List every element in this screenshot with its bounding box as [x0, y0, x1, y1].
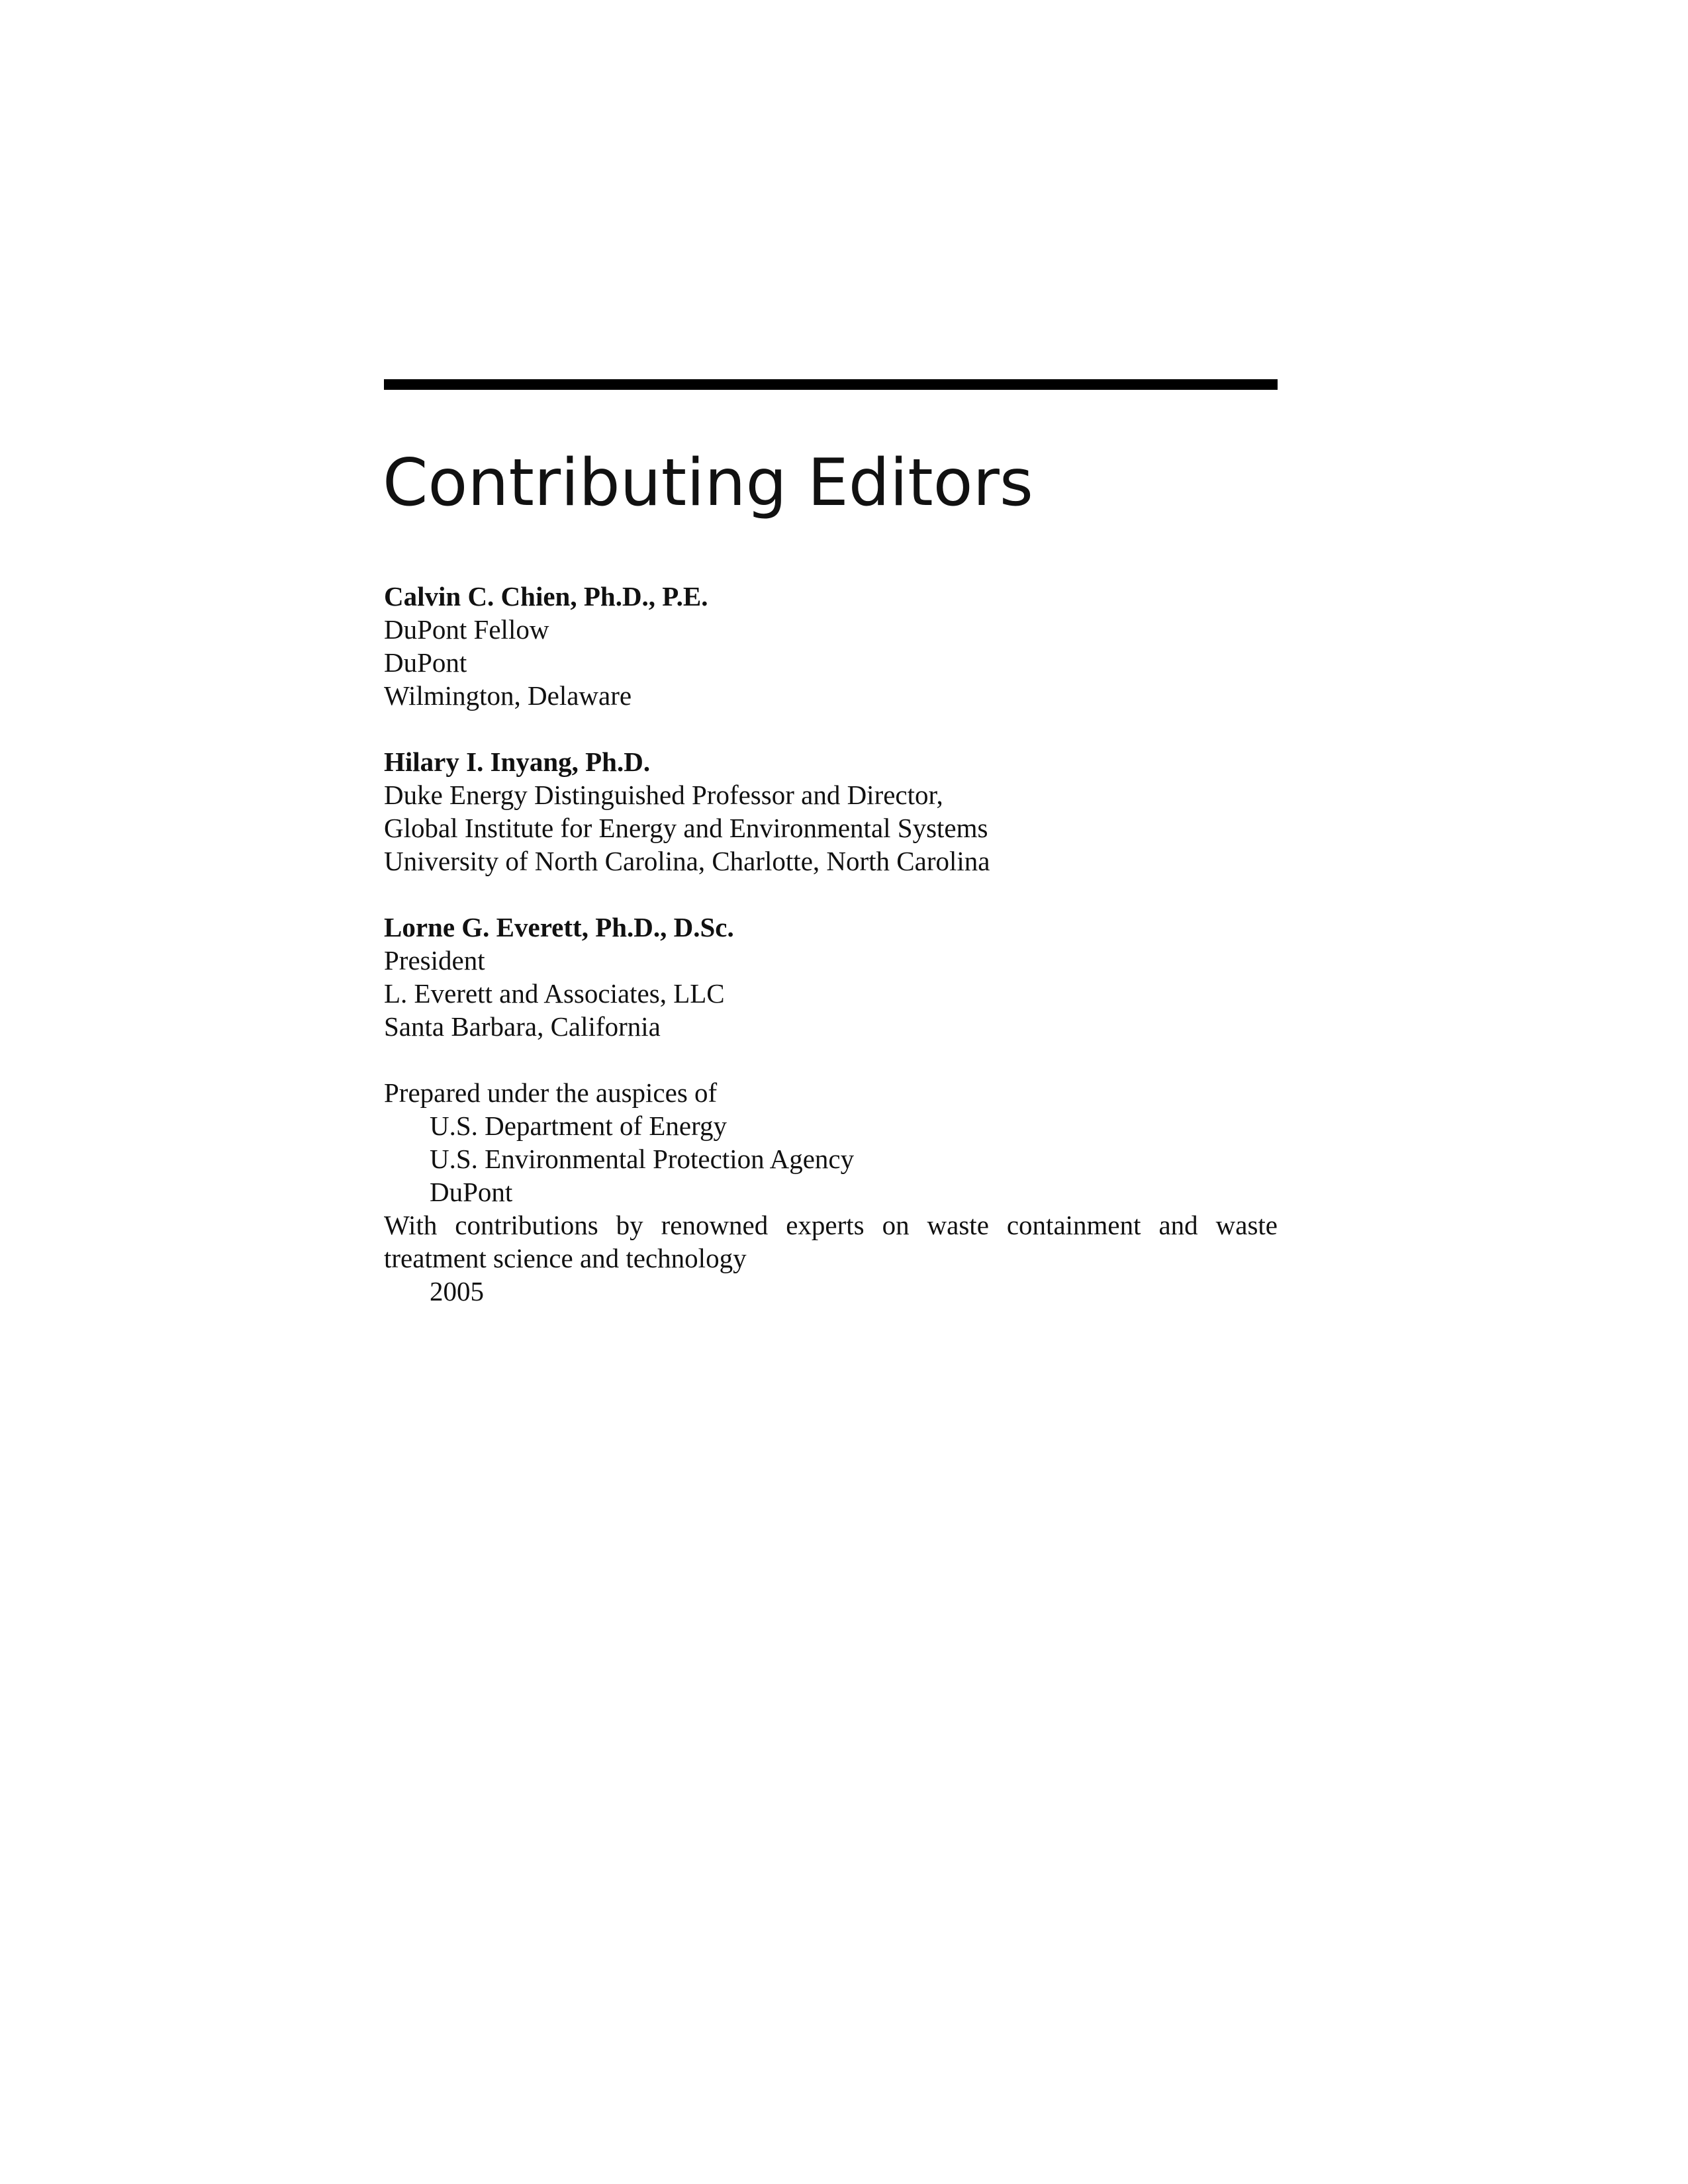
page-body [384, 580, 1278, 1308]
editor-line: Global Institute for Energy and Environmental Systems [384, 813, 988, 843]
editor-name: Calvin C. Chien, Ph.D., P.E. [384, 581, 708, 612]
editor-entry [384, 580, 1278, 712]
editor-line: DuPont [384, 647, 467, 678]
title-rule [384, 379, 1278, 390]
auspices-intro: Prepared under the auspices of [384, 1077, 718, 1108]
editor-line: DuPont Fellow [384, 614, 549, 645]
editor-entry [384, 745, 1278, 878]
editor-line: President [384, 945, 485, 976]
contributions-note: With contributions by renowned experts on waste containment and waste treatment science and technology [384, 1210, 1278, 1273]
publication-year: 2005 [430, 1276, 484, 1306]
editor-entry [384, 911, 1278, 1043]
auspices-agency: U.S. Department of Energy [430, 1111, 727, 1141]
auspices-section [384, 1076, 1278, 1308]
editor-name: Lorne G. Everett, Ph.D., D.Sc. [384, 912, 734, 942]
editor-line: Wilmington, Delaware [384, 680, 632, 711]
page-title: Contributing Editors [383, 445, 1033, 521]
editor-line: Duke Energy Distinguished Professor and Director, [384, 780, 943, 810]
editor-line: L. Everett and Associates, LLC [384, 978, 725, 1009]
editor-line: Santa Barbara, California [384, 1011, 661, 1042]
auspices-agency: U.S. Environmental Protection Agency [430, 1144, 855, 1174]
editor-line: University of North Carolina, Charlotte, North Carolina [384, 846, 990, 876]
editor-name: Hilary I. Inyang, Ph.D. [384, 747, 651, 777]
auspices-agency: DuPont [430, 1177, 513, 1207]
